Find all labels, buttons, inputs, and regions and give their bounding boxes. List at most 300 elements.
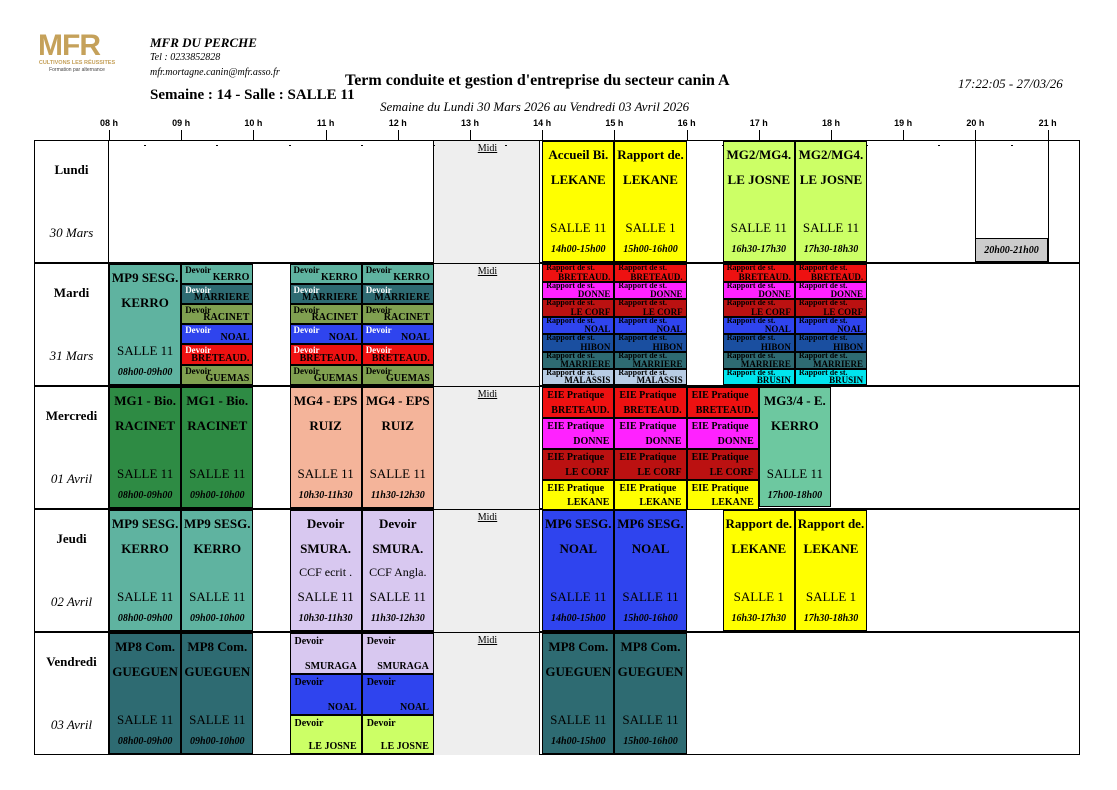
hour-label: 15 h (605, 118, 624, 128)
hour-label: 10 h (244, 118, 263, 128)
devoir-cell[interactable] (542, 317, 614, 335)
cell-type: EIE Pratique (619, 421, 677, 432)
course-hours: 17h30-18h30 (803, 244, 859, 255)
cell-teacher: HIBON (652, 341, 683, 352)
course-teacher: LE JOSNE (799, 172, 863, 187)
cell-type: Rapport de st. (726, 299, 776, 307)
cell-teacher: MARRIERE (374, 292, 430, 303)
day-name: Lundi (54, 162, 89, 177)
course-room: SALLE 11 (297, 589, 354, 604)
cell-type: Devoir (293, 366, 320, 376)
cell-teacher: NOAL (327, 702, 357, 713)
devoir-cell[interactable] (542, 299, 614, 317)
course-room: SALLE 11 (550, 589, 607, 604)
hour-label: 19 h (894, 118, 913, 128)
cell-type: Devoir (185, 345, 212, 355)
devoir-cell[interactable] (290, 344, 362, 365)
cell-type: EIE Pratique (691, 452, 749, 463)
cell-type: Devoir (185, 366, 212, 376)
cell-teacher: RACINET (383, 312, 430, 323)
devoir-cell[interactable] (614, 369, 686, 385)
cell-teacher: LE CORF (637, 467, 682, 478)
devoir-cell[interactable] (362, 365, 434, 385)
cell-teacher: HIBON (580, 341, 611, 352)
cell-type: Rapport de st. (798, 316, 848, 325)
cell-type: EIE Pratique (691, 483, 749, 494)
cell-teacher: NOAL (837, 324, 864, 334)
cell-type: Rapport de st. (618, 334, 668, 342)
devoir-cell[interactable] (542, 282, 614, 300)
midi-label: Midi (477, 266, 498, 277)
day-name: Mercredi (45, 408, 98, 423)
cell-type: Devoir (365, 265, 392, 275)
course-title: MP8 Com. (548, 639, 609, 654)
course-title: MP6 SESG. (545, 516, 612, 531)
hour-label: 14 h (533, 118, 552, 128)
devoir-cell[interactable] (290, 324, 362, 344)
cell-teacher: HIBON (833, 341, 864, 352)
course-room: SALLE 11 (622, 589, 679, 604)
devoir-cell[interactable] (795, 299, 867, 317)
hour-dot (144, 145, 146, 146)
devoir-cell[interactable] (181, 304, 253, 324)
course-room: SALLE 11 (297, 466, 354, 481)
devoir-cell[interactable] (181, 324, 253, 344)
day-date: 03 Avril (50, 717, 93, 732)
course-room: SALLE 1 (805, 589, 857, 604)
course-block[interactable] (290, 510, 362, 631)
devoir-cell[interactable] (723, 282, 795, 300)
course-block[interactable] (362, 387, 434, 508)
devoir-cell[interactable] (795, 334, 867, 352)
course-title: MG4 - EPS (366, 393, 430, 408)
course-teacher: LE JOSNE (727, 172, 791, 187)
devoir-cell[interactable] (181, 344, 253, 365)
cell-type: Devoir (365, 345, 392, 355)
cell-type: Devoir (294, 677, 324, 688)
course-block[interactable] (109, 264, 181, 385)
devoir-cell[interactable] (290, 674, 362, 715)
course-teacher: LEKANE (623, 172, 678, 187)
cell-type: EIE Pratique (619, 452, 677, 463)
cell-teacher: DONNE (577, 289, 611, 299)
cell-teacher: DONNE (573, 436, 610, 447)
devoir-cell[interactable] (614, 299, 686, 317)
course-title: MP6 SESG. (617, 516, 684, 531)
hour-tick (398, 130, 399, 140)
course-hours: 11h30-12h30 (370, 490, 425, 501)
hour-dot (216, 145, 218, 146)
cell-type: Devoir (366, 718, 396, 729)
devoir-cell[interactable] (362, 264, 434, 284)
cell-type: Rapport de st. (546, 264, 595, 272)
hour-tick (759, 130, 760, 140)
hour-label: 21 h (1038, 118, 1057, 128)
devoir-cell[interactable] (614, 317, 686, 335)
cell-teacher: NOAL (764, 324, 791, 334)
logo-sub: Formation par alternance (49, 67, 105, 73)
cell-type: Devoir (185, 285, 212, 295)
cell-type: Rapport de st. (618, 351, 668, 360)
course-teacher: LEKANE (550, 172, 606, 187)
devoir-cell[interactable] (362, 674, 434, 715)
devoir-cell[interactable] (723, 334, 795, 352)
cell-type: Rapport de st. (798, 351, 848, 360)
devoir-cell[interactable] (542, 264, 614, 282)
devoir-cell[interactable] (614, 480, 686, 510)
course-title: MG3/4 - E. (764, 393, 826, 408)
course-hours: 08h00-09h00 (117, 367, 173, 378)
course-room: SALLE 11 (189, 589, 246, 604)
hour-label: 16 h (677, 118, 696, 128)
day-date: 31 Mars (49, 348, 94, 363)
devoir-cell[interactable] (795, 282, 867, 300)
cell-type: Rapport de st. (618, 369, 668, 377)
cell-teacher: MARRIERE (740, 359, 791, 369)
hour-label: 17 h (749, 118, 768, 128)
cell-teacher: KERRO (393, 272, 430, 283)
devoir-cell[interactable] (795, 317, 867, 335)
course-hours: 11h30-12h30 (370, 613, 425, 624)
cell-teacher: KERRO (212, 272, 250, 283)
cell-teacher: MARRIERE (632, 359, 683, 369)
cell-teacher: LE CORF (709, 467, 754, 478)
course-block[interactable] (109, 510, 181, 631)
course-title: MG1 - Bio. (114, 393, 176, 408)
hour-tick (181, 130, 182, 140)
course-title: MG2/MG4. (726, 147, 792, 162)
devoir-cell[interactable] (723, 317, 795, 335)
devoir-cell[interactable] (795, 352, 867, 370)
course-room: SALLE 11 (116, 589, 174, 604)
cell-teacher: LE CORF (565, 467, 610, 478)
devoir-cell[interactable] (614, 352, 686, 370)
midi-break (433, 264, 540, 386)
midi-break (433, 387, 540, 509)
cell-teacher: BRETEAUD. (551, 405, 610, 416)
midi-label: Midi (477, 389, 498, 400)
org-email: mfr.mortagne.canin@mfr.asso.fr (150, 67, 280, 78)
cell-teacher: NOAL (220, 332, 250, 343)
course-title: MG1 - Bio. (186, 393, 249, 408)
cell-teacher: NOAL (656, 324, 683, 334)
course-room: SALLE 11 (766, 466, 823, 481)
course-teacher: KERRO (771, 418, 819, 433)
hour-tick (470, 130, 471, 140)
course-hours: 17h00-18h00 (767, 490, 823, 501)
cell-type: Rapport de st. (546, 351, 595, 360)
devoir-cell[interactable] (614, 334, 686, 352)
course-title: Devoir (306, 516, 345, 531)
course-teacher: RACINET (115, 418, 176, 433)
hour-tick (326, 130, 327, 140)
cell-type: EIE Pratique (691, 421, 749, 432)
devoir-cell[interactable] (542, 480, 614, 510)
course-room: SALLE 11 (116, 343, 174, 358)
course-title: Devoir (379, 516, 417, 531)
hour-tick (109, 130, 110, 140)
cell-teacher: BRUSIN (756, 375, 791, 385)
course-hours: 15h00-16h00 (623, 244, 678, 255)
course-block[interactable] (290, 387, 362, 508)
devoir-cell[interactable] (614, 387, 686, 418)
cell-teacher: NOAL (400, 332, 430, 343)
devoir-cell[interactable] (542, 334, 614, 352)
cell-type: Rapport de st. (618, 316, 668, 325)
course-title: Accueil Bi. (548, 147, 609, 162)
course-teacher: GUEGUEN (184, 664, 251, 679)
course-room: SALLE 11 (730, 220, 787, 235)
course-block[interactable] (614, 141, 686, 262)
course-title: MP9 SESG. (111, 516, 179, 531)
cell-type: Devoir (185, 325, 212, 335)
cell-teacher: SMURAGA (377, 661, 429, 672)
course-block[interactable] (542, 510, 614, 631)
course-block[interactable] (181, 387, 253, 508)
devoir-cell[interactable] (723, 352, 795, 370)
midi-label: Midi (477, 635, 498, 646)
cell-teacher: BRETEAUD. (558, 271, 611, 282)
cell-teacher: BRUSIN (829, 375, 864, 385)
course-room: SALLE 11 (802, 220, 860, 235)
cell-type: Rapport de st. (618, 299, 668, 307)
course-hours: 09h00-10h00 (190, 736, 245, 747)
devoir-cell[interactable] (542, 352, 614, 370)
week-info: Semaine : 14 - Salle : SALLE 11 (150, 87, 355, 103)
course-hours: 08h00-09h00 (117, 613, 173, 624)
course-hours: 08h00-09h00 (117, 736, 173, 747)
cell-teacher: DONNE (650, 289, 683, 299)
midi-label: Midi (477, 512, 498, 523)
cell-teacher: NOAL (584, 324, 611, 334)
cell-teacher: MARRIERE (302, 292, 358, 303)
devoir-cell[interactable] (362, 324, 434, 344)
devoir-cell[interactable] (723, 264, 795, 282)
course-room: SALLE 11 (622, 712, 679, 727)
course-room: SALLE 11 (189, 466, 246, 481)
day-date: 01 Avril (50, 471, 93, 486)
cell-teacher: LEKANE (711, 497, 754, 508)
devoir-cell[interactable] (795, 369, 867, 385)
devoir-cell[interactable] (181, 264, 253, 284)
course-room: SALLE 1 (733, 589, 784, 604)
cell-teacher: BRETEAUD. (738, 271, 791, 282)
devoir-cell[interactable] (362, 284, 434, 304)
course-block[interactable] (109, 387, 181, 508)
cell-teacher: GUEMAS (313, 373, 358, 384)
cell-type: EIE Pratique (547, 483, 605, 494)
page-title: Term conduite et gestion d'entreprise du secteur canin A (345, 72, 730, 89)
course-block[interactable] (109, 633, 181, 754)
devoir-cell[interactable] (687, 387, 759, 418)
cell-teacher: NOAL (328, 332, 358, 343)
course-block[interactable] (542, 633, 614, 754)
devoir-cell[interactable] (181, 284, 253, 304)
hour-label: 08 h (99, 118, 118, 128)
course-teacher: KERRO (121, 541, 169, 556)
course-teacher: GUEGUEN (545, 664, 612, 679)
course-teacher: RUIZ (309, 418, 342, 433)
cell-teacher: LE JOSNE (380, 741, 429, 752)
course-block[interactable] (723, 141, 795, 262)
course-room: SALLE 11 (116, 712, 174, 727)
cell-teacher: DONNE (758, 289, 791, 299)
devoir-cell[interactable] (542, 418, 614, 449)
devoir-cell[interactable] (290, 715, 362, 754)
midi-label: Midi (477, 143, 498, 154)
cell-type: Devoir (366, 677, 396, 688)
course-teacher: RUIZ (381, 418, 415, 433)
course-room: SALLE 11 (369, 466, 426, 481)
devoir-cell[interactable] (290, 264, 362, 284)
course-block[interactable] (614, 510, 686, 631)
week-range: Semaine du Lundi 30 Mars 2026 au Vendredi 03 Avril 2026 (380, 99, 690, 114)
cell-type: Rapport de st. (798, 299, 848, 307)
course-title: MP9 SESG. (184, 516, 251, 531)
day-date: 02 Avril (50, 594, 93, 609)
course-block[interactable] (181, 633, 253, 754)
devoir-cell[interactable] (362, 715, 434, 754)
cell-type: Rapport de st. (726, 316, 776, 325)
devoir-cell[interactable] (181, 365, 253, 385)
cell-type: Devoir (293, 265, 320, 275)
course-subtitle: CCF Angla. (369, 565, 427, 579)
devoir-cell[interactable] (687, 480, 759, 510)
cell-type: Rapport de st. (726, 264, 776, 272)
cell-teacher: MARRIERE (560, 359, 611, 369)
org-name: MFR DU PERCHE (150, 35, 257, 50)
cell-teacher: MARRIERE (193, 292, 250, 303)
hour-dot (289, 145, 291, 146)
course-block[interactable] (181, 510, 253, 631)
course-hours: 10h30-11h30 (298, 613, 353, 624)
devoir-cell[interactable] (290, 365, 362, 385)
hour-tick (975, 130, 976, 140)
course-hours: 09h00-10h00 (190, 490, 245, 501)
midi-break (433, 510, 540, 632)
devoir-cell[interactable] (614, 264, 686, 282)
cell-type: Rapport de st. (726, 281, 776, 290)
cell-teacher: LE CORF (642, 306, 683, 317)
course-hours: 16h30-17h30 (731, 244, 786, 255)
course-block[interactable] (723, 510, 795, 631)
day-name: Mardi (53, 285, 90, 300)
course-hours: 16h30-17h30 (731, 613, 786, 624)
cell-type: Devoir (365, 285, 392, 295)
cell-type: Rapport de st. (798, 369, 848, 377)
cell-teacher: DONNE (830, 289, 864, 299)
cell-type: Rapport de st. (546, 299, 595, 307)
cell-type: Rapport de st. (546, 316, 595, 325)
cell-type: Rapport de st. (798, 281, 848, 290)
course-block[interactable] (759, 387, 831, 507)
devoir-cell[interactable] (542, 369, 614, 385)
midi-break (433, 141, 540, 263)
course-room: SALLE 1 (625, 220, 676, 235)
devoir-cell[interactable] (362, 304, 434, 324)
cell-type: EIE Pratique (691, 390, 749, 401)
cell-type: Devoir (294, 636, 324, 647)
cell-type: Rapport de st. (546, 369, 595, 377)
devoir-cell[interactable] (362, 633, 434, 674)
course-teacher: RACINET (187, 418, 248, 433)
cell-teacher: LE JOSNE (308, 741, 357, 752)
cell-teacher: BRETEAUD. (623, 405, 682, 416)
cell-teacher: NOAL (399, 702, 429, 713)
course-teacher: NOAL (631, 541, 670, 556)
midi-break (433, 633, 540, 755)
devoir-cell[interactable] (290, 284, 362, 304)
devoir-cell[interactable] (723, 369, 795, 385)
devoir-cell[interactable] (723, 299, 795, 317)
cell-type: EIE Pratique (619, 483, 677, 494)
hour-dot (1011, 145, 1013, 146)
cell-teacher: BRETEAUD. (191, 353, 250, 364)
cell-teacher: BRETEAUD. (695, 405, 754, 416)
cell-type: Rapport de st. (618, 264, 668, 272)
course-block[interactable] (795, 141, 867, 262)
cell-type: Devoir (293, 345, 320, 355)
cell-type: Rapport de st. (726, 334, 776, 342)
cell-type: Rapport de st. (546, 334, 595, 342)
devoir-cell[interactable] (795, 264, 867, 282)
course-title: Rapport de. (617, 147, 684, 162)
timestamp: 17:22:05 - 27/03/26 (958, 76, 1063, 91)
cell-type: Devoir (293, 305, 320, 315)
course-block[interactable] (975, 238, 1047, 262)
hour-label: 13 h (460, 118, 479, 128)
hour-tick (614, 130, 615, 140)
hour-label: 20 h (966, 118, 985, 128)
devoir-cell[interactable] (290, 304, 362, 324)
devoir-cell[interactable] (542, 387, 614, 418)
devoir-cell[interactable] (614, 449, 686, 480)
devoir-cell[interactable] (614, 282, 686, 300)
day-label-cell (34, 140, 109, 263)
course-teacher: KERRO (121, 295, 169, 310)
devoir-cell[interactable] (290, 633, 362, 674)
course-teacher: LEKANE (803, 541, 859, 556)
devoir-cell[interactable] (687, 418, 759, 449)
course-block[interactable] (362, 510, 434, 631)
course-teacher: NOAL (559, 541, 598, 556)
course-block[interactable] (542, 141, 614, 262)
devoir-cell[interactable] (362, 344, 434, 365)
course-block[interactable] (795, 510, 867, 631)
course-title: MP8 Com. (187, 639, 248, 654)
cell-teacher: HIBON (760, 341, 791, 352)
cell-type: Rapport de st. (798, 334, 848, 342)
logo-text: MFR (38, 29, 100, 62)
cell-teacher: BRETEAUD. (630, 271, 683, 282)
day-label-cell (34, 509, 109, 632)
devoir-cell[interactable] (542, 449, 614, 480)
hour-label: 12 h (388, 118, 407, 128)
course-teacher: GUEGUEN (617, 664, 684, 679)
cell-type: EIE Pratique (619, 390, 677, 401)
devoir-cell[interactable] (614, 418, 686, 449)
devoir-cell[interactable] (687, 449, 759, 480)
course-hours: 14h00-15h00 (551, 244, 606, 255)
course-teacher: SMURA. (372, 541, 424, 556)
course-title: MP9 SESG. (111, 270, 179, 285)
hour-tick (831, 130, 832, 140)
course-block[interactable] (614, 633, 686, 754)
course-teacher: SMURA. (300, 541, 352, 556)
hour-dot (361, 145, 363, 146)
course-teacher: KERRO (193, 541, 242, 556)
day-label-cell (34, 263, 109, 386)
